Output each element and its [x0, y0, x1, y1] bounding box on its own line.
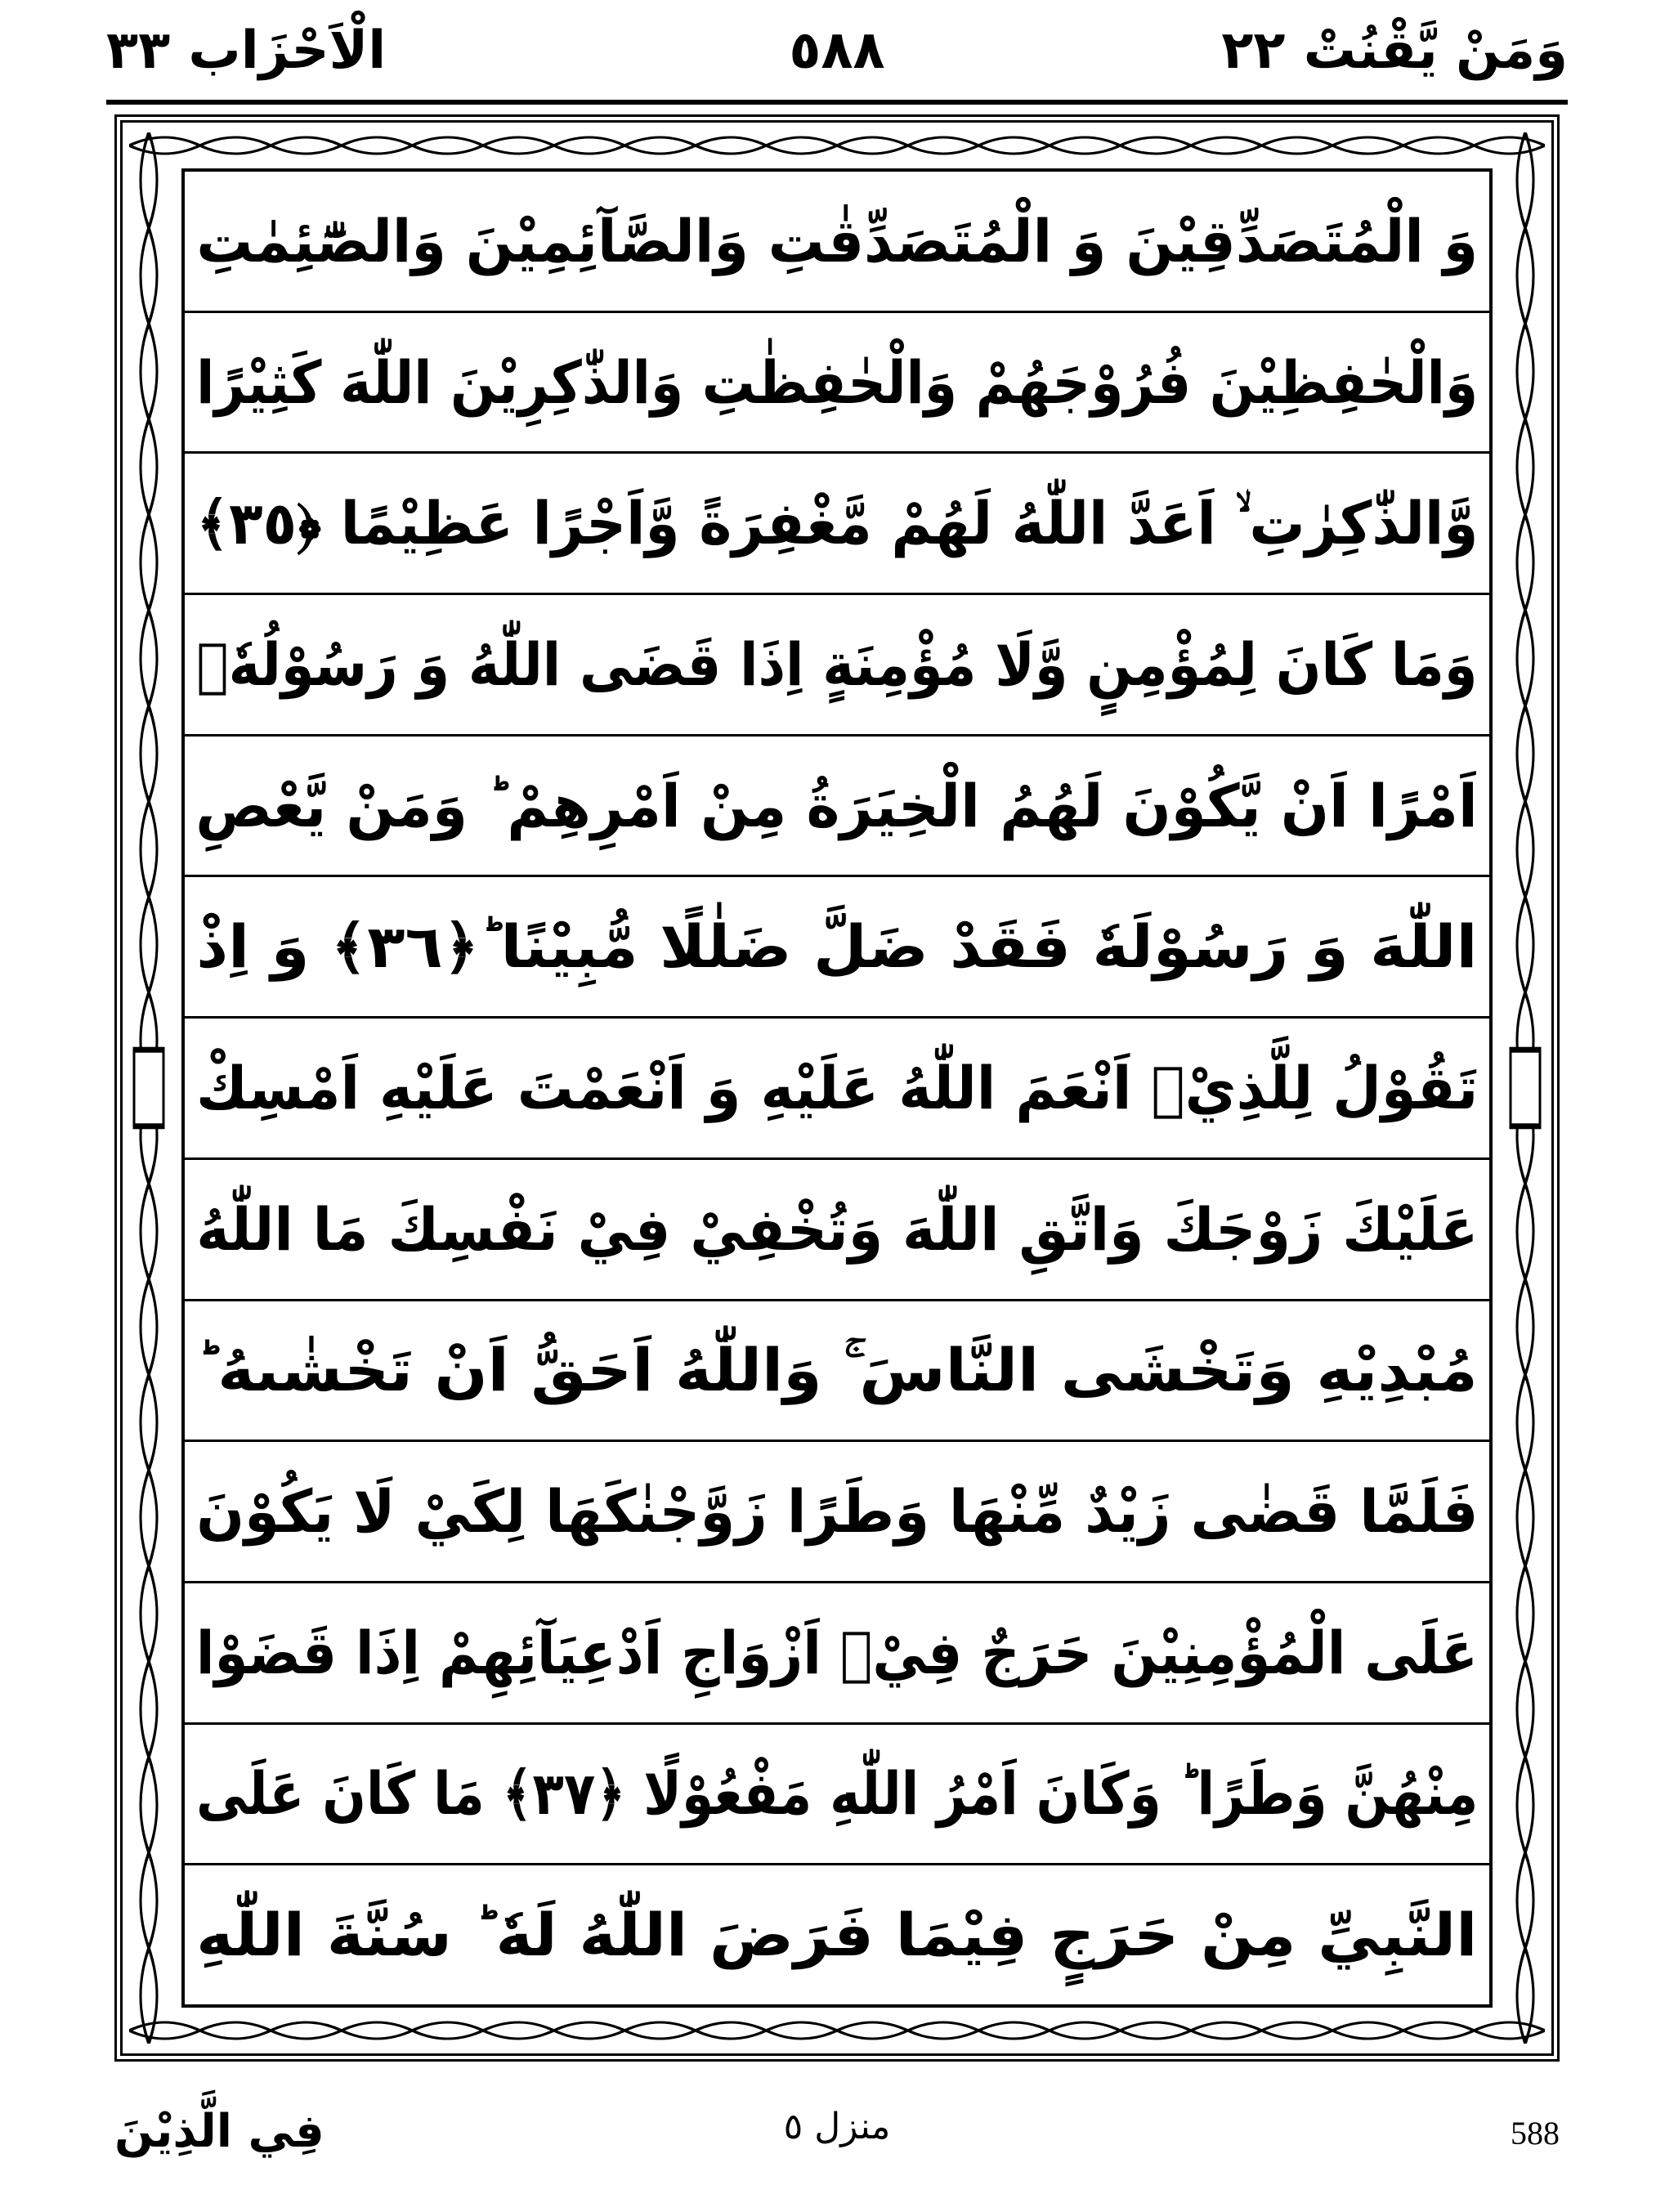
verse-line-text: اَمْرًا اَنْ يَّكُوْنَ لَهُمُ الْخِيَرَةُ مِنْ اَمْرِهِمْ ؕ وَمَنْ يَّعْصِ: [195, 771, 1479, 840]
verse-line: [185, 1725, 1489, 1866]
verse-line: [185, 1442, 1489, 1583]
verse-line-text: مِنْهُنَّ وَطَرًا ؕ وَكَانَ اَمْرُ اللّٰهِ مَفْعُوْلًا ﴿٣٧﴾ مَا كَانَ عَلَى: [195, 1759, 1479, 1829]
verse-line: [185, 1160, 1489, 1301]
top-ornament-border: [129, 129, 1545, 162]
header-divider: [106, 100, 1568, 105]
verse-line-text: تَقُوْلُ لِلَّذِيْۤ اَنْعَمَ اللّٰهُ عَلَيْهِ وَ اَنْعَمْتَ عَلَيْهِ اَمْسِكْ: [195, 1053, 1479, 1122]
verse-line: [185, 1865, 1489, 2004]
page-footer: [106, 2084, 1568, 2183]
verse-line: [185, 877, 1489, 1019]
verse-line-text: النَّبِيِّ مِنْ حَرَجٍ فِيْمَا فَرَضَ اللّٰهُ لَهٗ ؕ سُنَّةَ اللّٰهِ: [196, 1901, 1478, 1970]
page-header: [106, 18, 1568, 116]
page-number-arabic: ٥٨٨: [789, 20, 885, 81]
verse-line-text: اللّٰهَ وَ رَسُوْلَهٗ فَقَدْ ضَلَّ ضَلٰلًا مُّبِيْنًا ؕ﴿٣٦﴾ وَ اِذْ: [196, 912, 1478, 982]
verse-line-text: وَ الْمُتَصَدِّقِيْنَ وَ الْمُتَصَدِّقٰتِ وَالصَّآئِمِيْنَ وَالصّٰٓئِمٰتِ: [196, 206, 1478, 275]
verse-line: [185, 454, 1489, 595]
verse-line-text: مُبْدِيْهِ وَتَخْشَى النَّاسَ ۚ وَاللّٰهُ اَحَقُّ اَنْ تَخْشٰىهُ ؕ: [195, 1336, 1479, 1405]
left-ornament-border: [129, 132, 168, 2044]
verse-line-text: فَلَمَّا قَضٰى زَيْدٌ مِّنْهَا وَطَرًا زَوَّجْنٰكَهَا لِكَيْ لَا يَكُوْنَ: [195, 1477, 1479, 1547]
quran-text-area: [181, 168, 1493, 2008]
verse-line: [185, 1301, 1489, 1443]
manzil-label: منزل ٥: [783, 2106, 891, 2147]
verse-line: [185, 313, 1489, 454]
verse-line-text: وَمَا كَانَ لِمُؤْمِنٍ وَّلَا مُؤْمِنَةٍ اِذَا قَضَى اللّٰهُ وَ رَسُوْلُهٗۤ: [196, 629, 1478, 699]
verse-line-text: وَّالذّٰكِرٰتِ ۙ اَعَدَّ اللّٰهُ لَهُمْ مَّغْفِرَةً وَّاَجْرًا عَظِيْمًا ﴿٣٥﴾: [195, 489, 1479, 558]
ornamental-frame: [114, 114, 1560, 2062]
verse-line-text: عَلَيْكَ زَوْجَكَ وَاتَّقِ اللّٰهَ وَتُخْفِيْ فِيْ نَفْسِكَ مَا اللّٰهُ: [195, 1194, 1479, 1264]
verse-line-text: وَالْحٰفِظِيْنَ فُرُوْجَهُمْ وَالْحٰفِظٰتِ وَالذّٰكِرِيْنَ اللّٰهَ كَثِيْرًا: [195, 347, 1479, 417]
verse-line: [185, 1019, 1489, 1160]
verse-line: [185, 737, 1489, 878]
verse-line: [185, 595, 1489, 737]
verse-line: [185, 172, 1489, 313]
juz-name-header: وَمَنْ يَّقْنُتْ ٢٢: [1221, 20, 1568, 81]
bottom-ornament-border: [129, 2014, 1545, 2047]
page-number: 588: [1511, 2115, 1560, 2152]
catchword: فِي الَّذِيْنَ: [114, 2105, 325, 2158]
surah-name-header: الْاَحْزَاب ٣٣: [106, 20, 387, 81]
verse-line: [185, 1583, 1489, 1725]
right-ornament-border: [1506, 132, 1545, 2044]
verse-line-text: عَلَى الْمُؤْمِنِيْنَ حَرَجٌ فِيْۤ اَزْوَاجِ اَدْعِيَآئِهِمْ اِذَا قَضَوْا: [195, 1618, 1479, 1687]
